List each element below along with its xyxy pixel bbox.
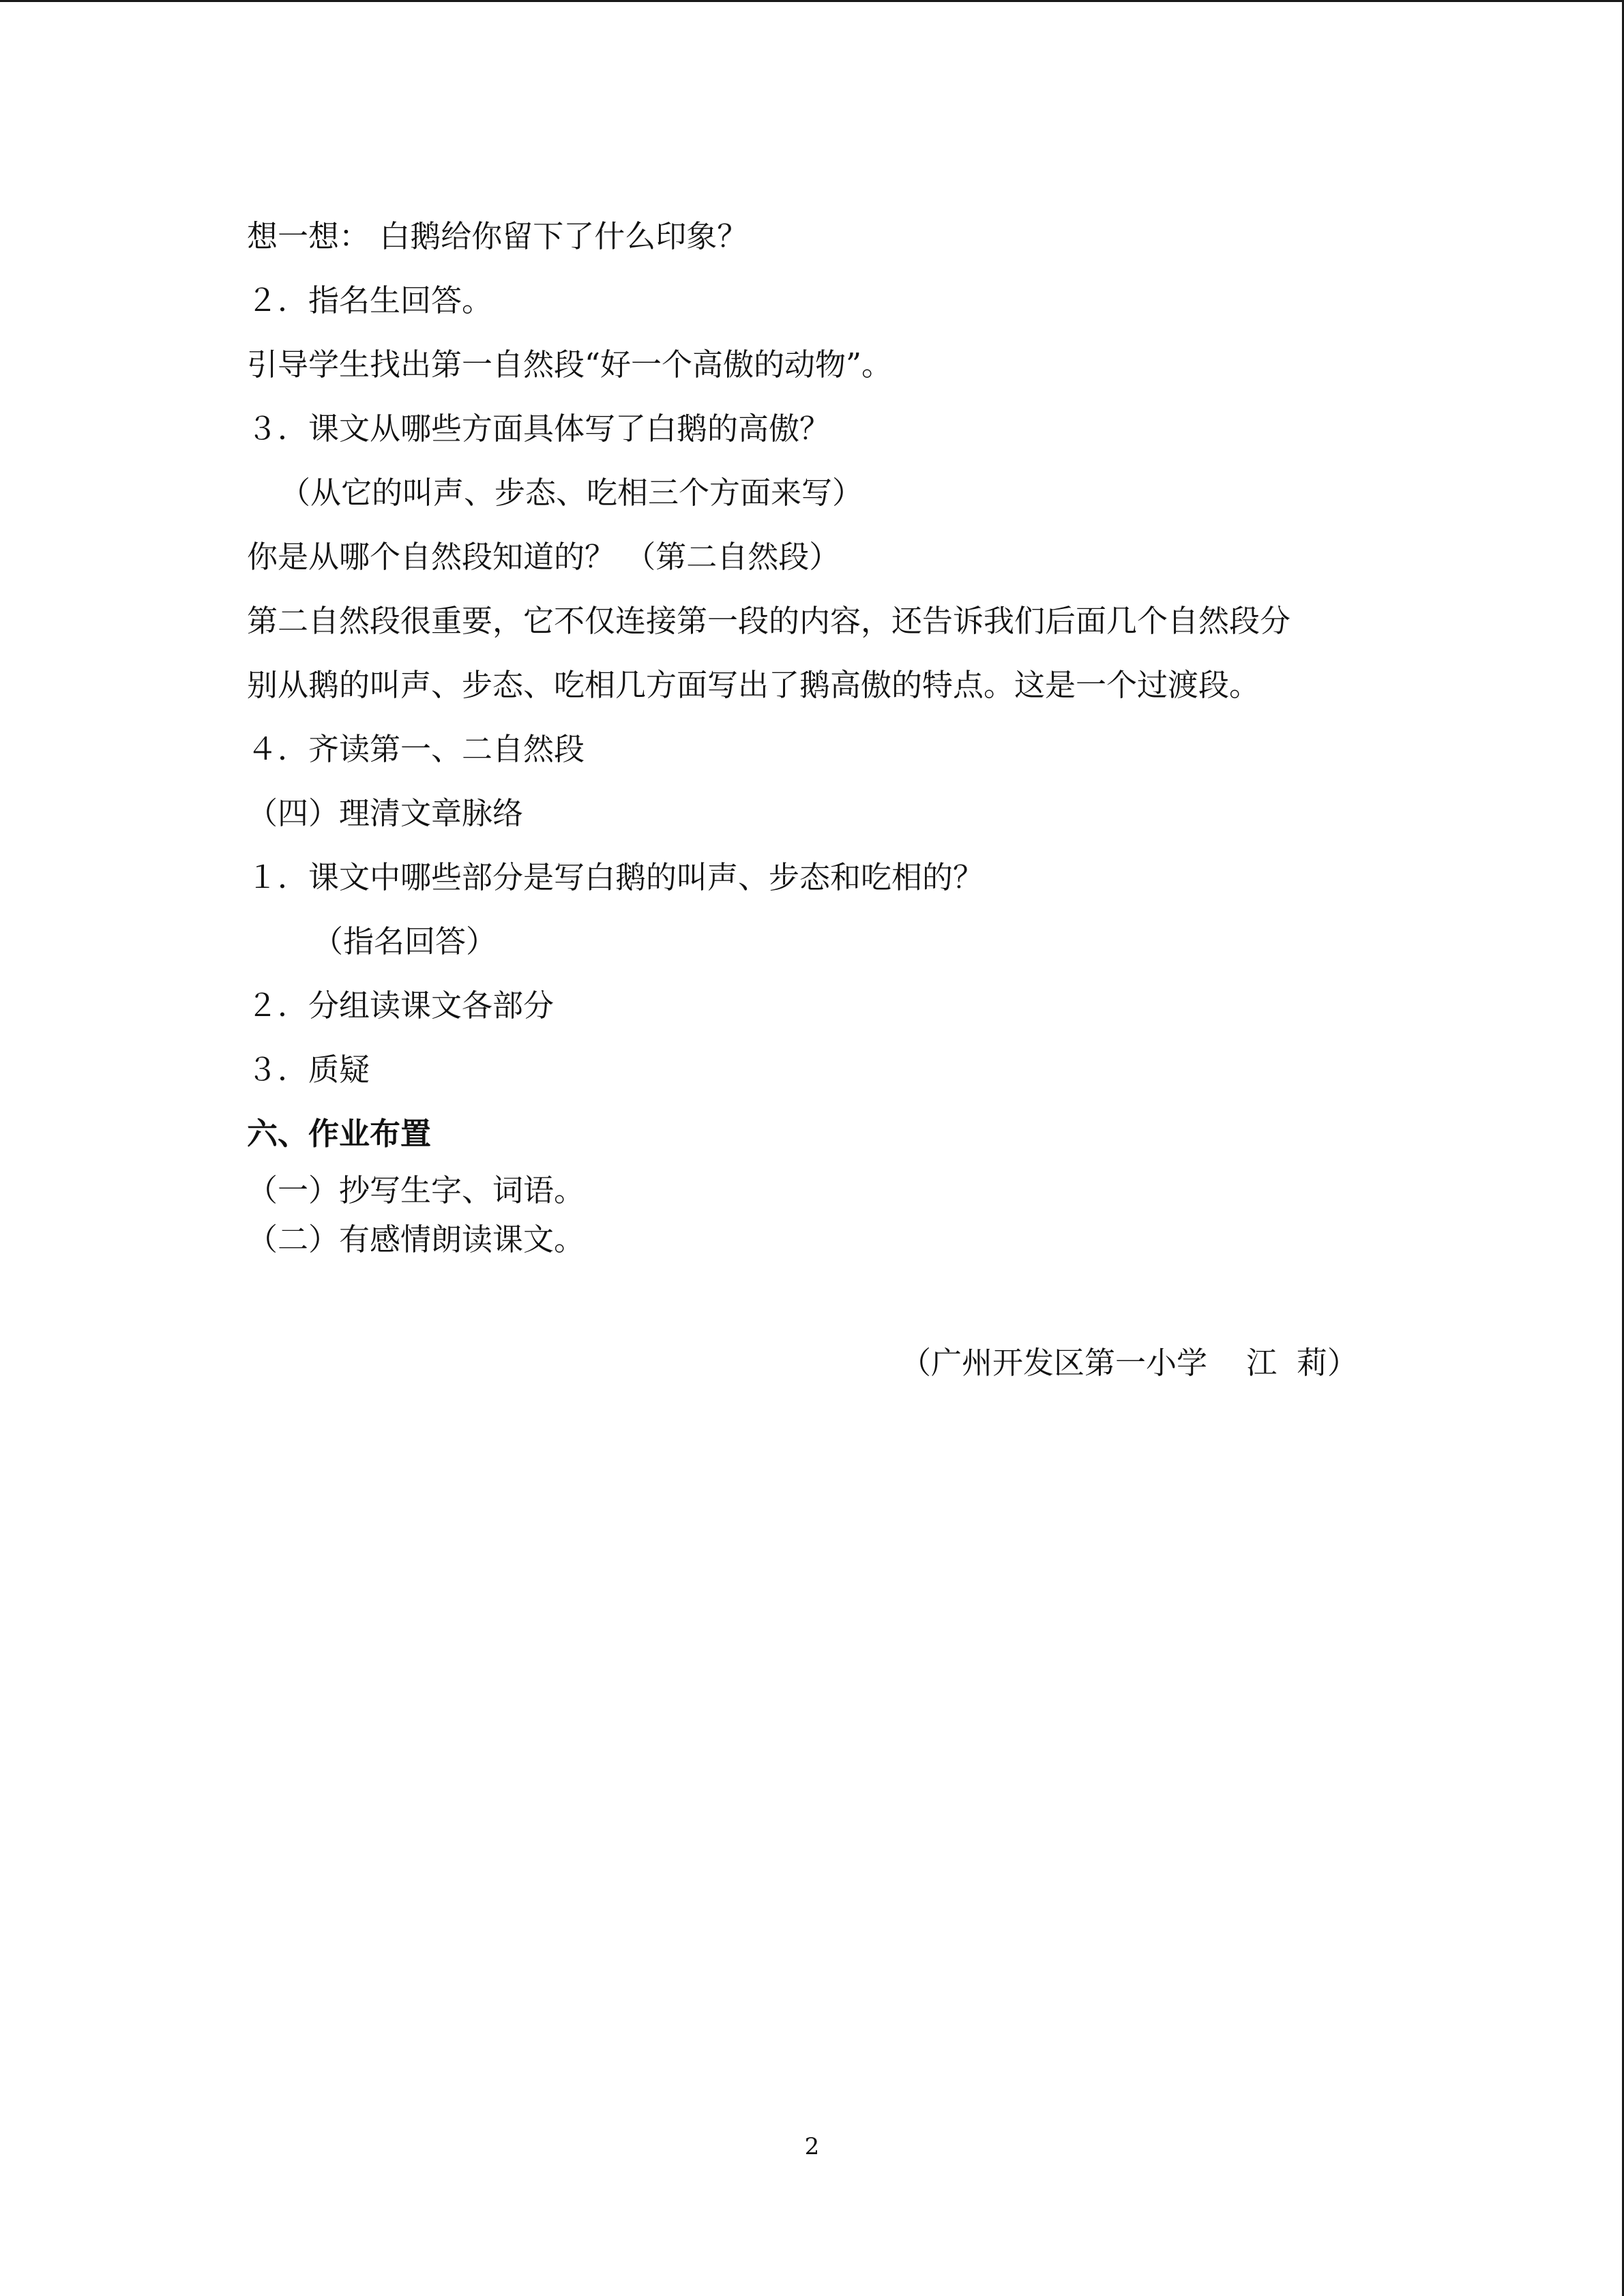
second-paragraph-explanation-line-2: 别从鹅的叫声、步态、吃相几方面写出了鹅高傲的特点。这是一个过渡段。 xyxy=(247,667,1260,703)
structure-step-3-line: ３．质疑 xyxy=(247,1052,370,1088)
name-answer-line: （指名回答） xyxy=(312,923,497,959)
homework-item-1: （一）抄写生字、词语。 xyxy=(247,1172,585,1208)
structure-step-2-line: ２．分组读课文各部分 xyxy=(247,987,555,1024)
document-body xyxy=(247,205,1393,1264)
guide-students-line: 引导学生找出第一自然段“好一个高傲的动物”。 xyxy=(247,346,893,383)
second-paragraph-explanation-line-1: 第二自然段很重要，它不仅连接第一段的内容，还告诉我们后面几个自然段分 xyxy=(247,603,1291,639)
step-2-line: ２．指名生回答。 xyxy=(247,282,493,318)
aspects-answer-line: （从它的叫声、步态、吃相三个方面来写） xyxy=(280,475,863,511)
step-3-line: ３．课文从哪些方面具体写了白鹅的高傲？ xyxy=(247,411,831,447)
step-4-line: ４．齐读第一、二自然段 xyxy=(247,731,585,767)
structure-step-1-line: １．课文中哪些部分是写白鹅的叫声、步态和吃相的？ xyxy=(247,859,984,895)
page-number: 2 xyxy=(804,2133,820,2160)
top-border-line xyxy=(0,0,1624,2)
section-four-heading: （四）理清文章脉络 xyxy=(247,795,524,831)
homework-item-2: （二）有感情朗读课文。 xyxy=(247,1221,585,1257)
homework-heading: 六、作业布置 xyxy=(247,1116,432,1152)
think-question-line: 想一想： 白鹅给你留下了什么印象？ xyxy=(247,218,748,254)
which-paragraph-line: 你是从哪个自然段知道的？ （第二自然段） xyxy=(247,539,840,575)
author-signature: （广州开发区第一小学 江 莉） xyxy=(900,1345,1358,1381)
